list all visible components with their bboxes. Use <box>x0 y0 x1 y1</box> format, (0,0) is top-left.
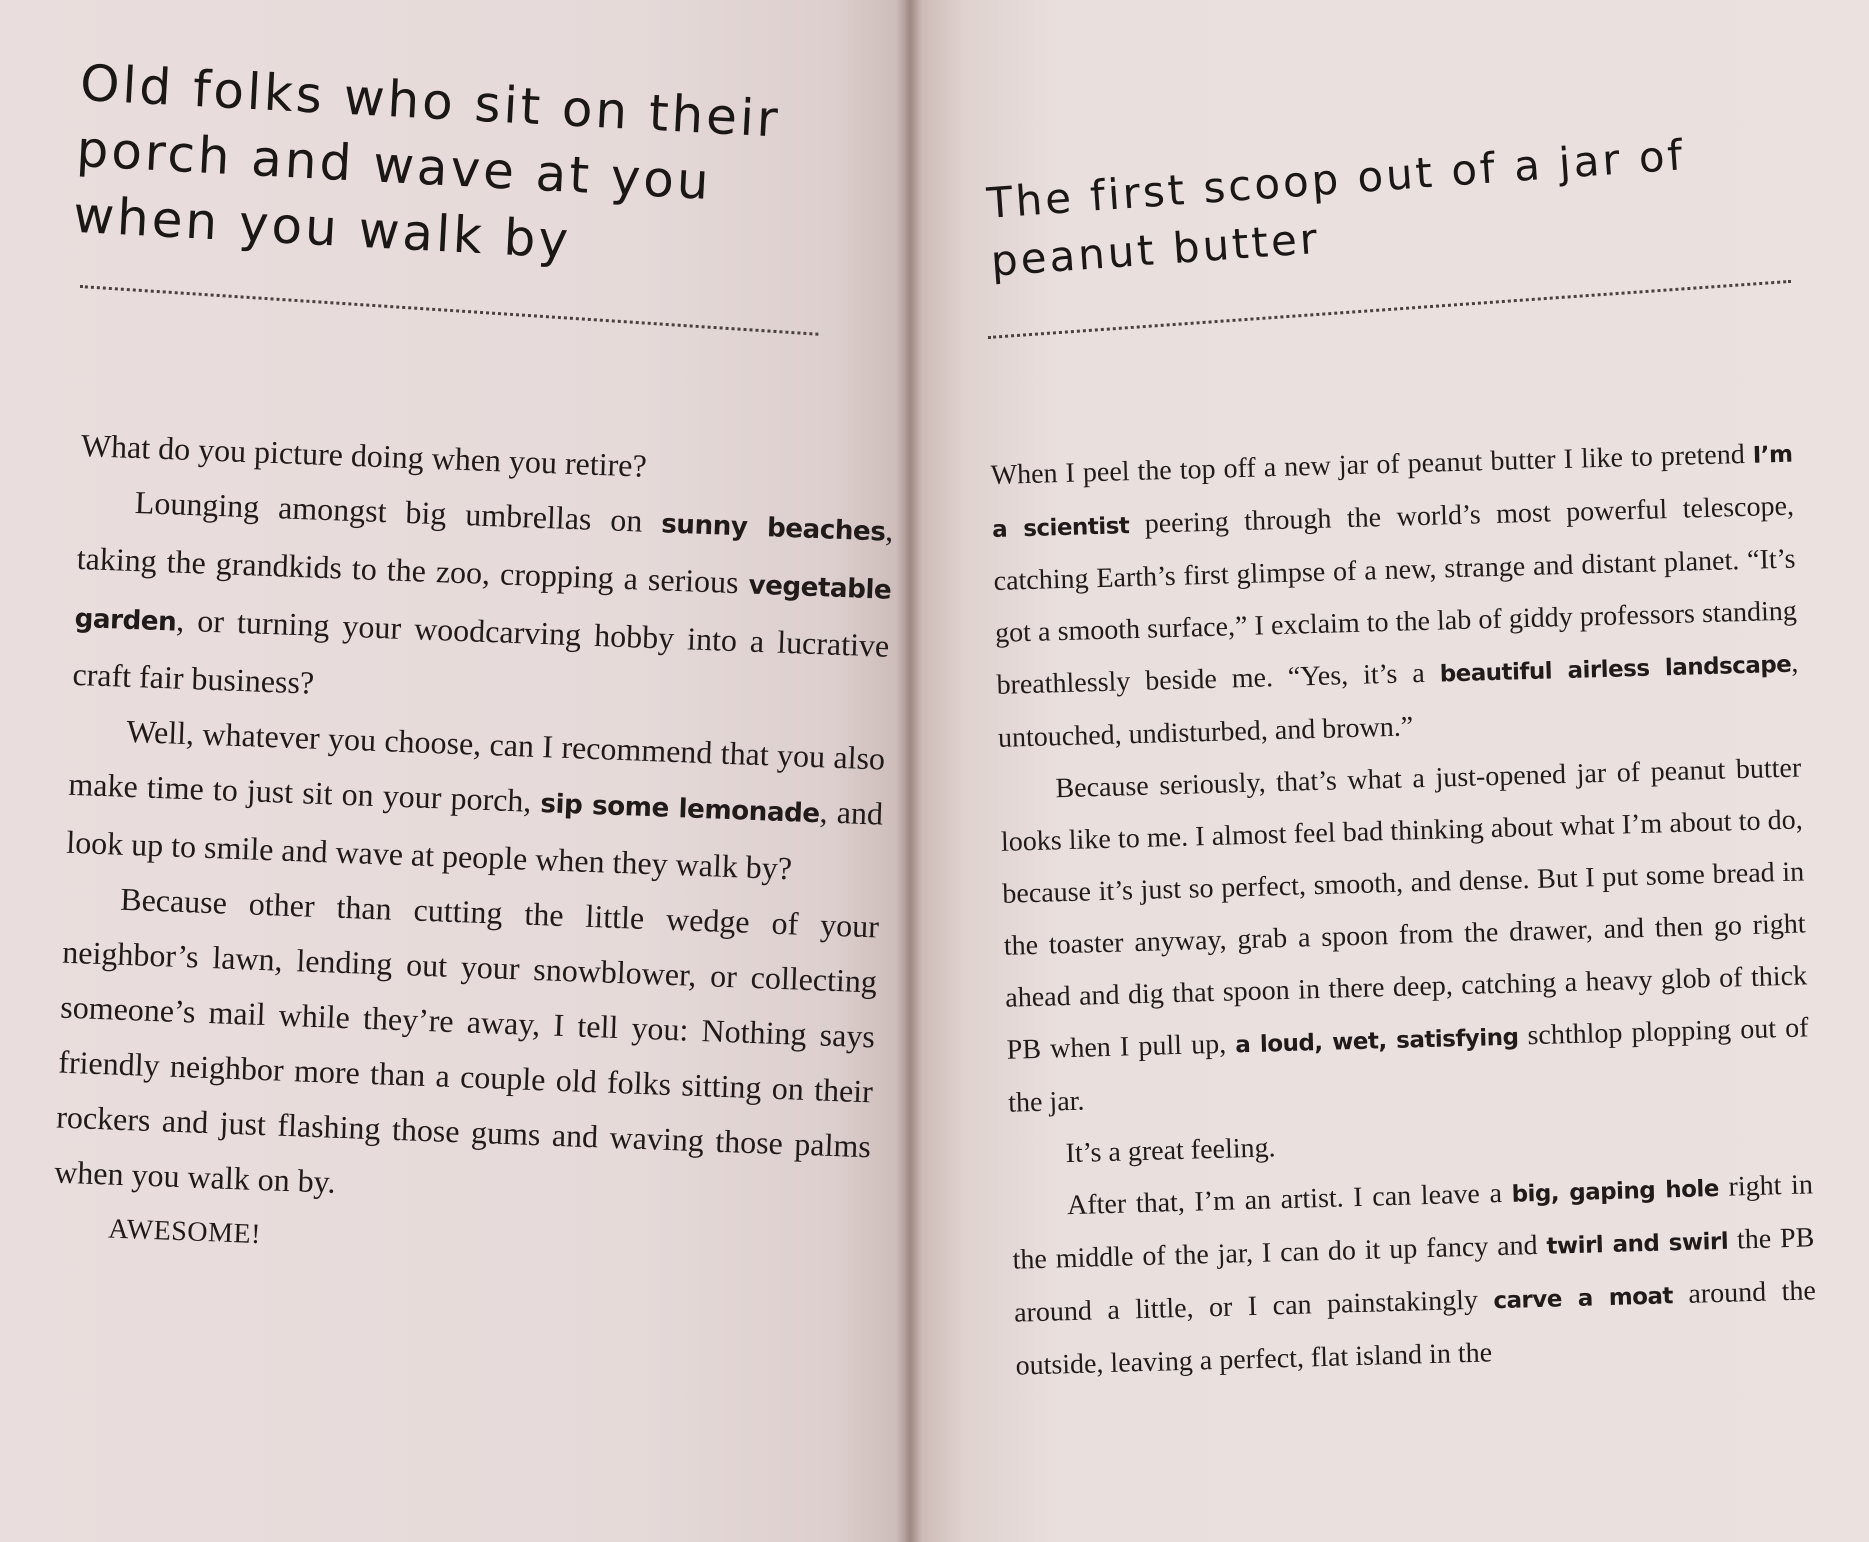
paragraph: Well, whatever you choose, can I recommend that you also make time to just sit on your porch, sip some lemonade, and look up to smile and wave at people when they walk by? <box>65 712 886 887</box>
paragraph: Lounging amongst big umbrellas on sunny beaches, taking the grandkids to the zoo, cropping a serious vegetable garden, or turning your woodcarving hobby into a lucrative craft fair business? <box>71 484 895 701</box>
emphasis-text: big, gaping hole <box>1511 1175 1720 1208</box>
book-gutter <box>896 0 922 1542</box>
paragraph: When I peel the top off a new jar of peanut butter I like to pretend I’m a scientist peering through the world’s most powerful telescope, catching Earth’s first glimpse of a new, strange and distant planet. “It’s got a smooth surface,” I exclaim to the lab of giddy professors standing breathlessly beside me. “Yes, it’s a beautiful airless landscape, untouched, undisturbed, and brown.” <box>990 438 1799 754</box>
paragraph: Because other than cutting the little wedge of your neighbor’s lawn, lending out your snowblower, or collecting someone’s mail while they’re away, I tell you: Nothing says friendly neighbor more than a couple old folks sitting on their rockers and just flashing those gums and waving those palms when you walk on by. <box>53 880 880 1200</box>
emphasis-text: beautiful airless landscape <box>1439 651 1792 688</box>
closing-exclamation: AWESOME! <box>107 1213 262 1251</box>
paragraph: Because seriously, that’s what a just-opened jar of peanut butter looks like to me. I almost feel bad thinking about what I’m about to do, because it’s just so perfect, smooth, and dense. But I put some bread in the toaster anyway, grab a spoon from the drawer, and then go right ahead and dig that spoon in there deep, catching a heavy glob of thick PB when I pull up, a loud, wet, satisfying schthlop plopping out of the jar. <box>1000 752 1809 1119</box>
emphasis-text: sip some lemonade <box>539 789 821 830</box>
emphasis-text: a loud, wet, satisfying <box>1234 1024 1519 1059</box>
emphasis-text: I’m a scientist <box>991 441 1793 543</box>
emphasis-text: vegetable garden <box>74 570 892 638</box>
paragraph: What do you picture doing when you retire? <box>80 426 648 484</box>
left-page-title: Old folks who sit on their porch and wave at you when you walk by <box>71 53 782 270</box>
emphasis-text: twirl and swirl <box>1546 1228 1729 1260</box>
paragraph: After that, I’m an artist. I can leave a big, gaping hole right in the middle of the jar, I can do it up fancy and twirl and swirl the PB around a little, or I can painstakingly carve a moat around the outside, leaving a perfect, flat island in the <box>1012 1169 1817 1382</box>
emphasis-text: sunny beaches <box>660 509 886 548</box>
left-title-divider <box>80 285 819 336</box>
emphasis-text: carve a moat <box>1493 1283 1674 1315</box>
left-page <box>0 0 906 1542</box>
right-page-body <box>990 428 1818 1393</box>
paragraph: It’s a great feeling. <box>1065 1132 1276 1170</box>
left-page-body <box>51 418 896 1284</box>
right-page-title: The first scoop out of a jar of peanut butter <box>985 130 1687 286</box>
